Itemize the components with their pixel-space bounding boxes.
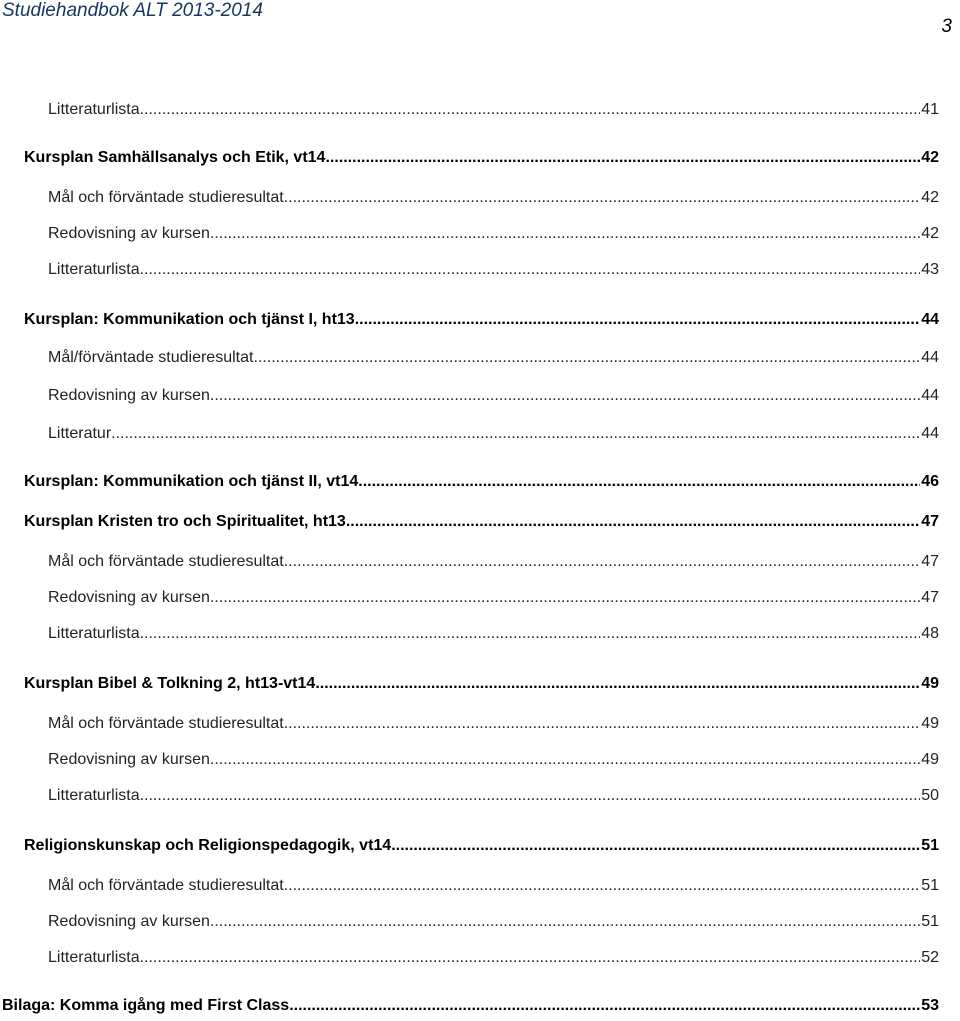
page-number: 3 bbox=[941, 16, 952, 37]
toc-entry[interactable] bbox=[48, 623, 939, 645]
toc-dot-leader bbox=[210, 385, 920, 407]
toc-entry[interactable] bbox=[48, 223, 939, 245]
toc-entry[interactable] bbox=[48, 187, 939, 209]
toc-entry[interactable] bbox=[2, 995, 939, 1017]
toc-dot-leader bbox=[355, 309, 921, 331]
toc-entry[interactable] bbox=[48, 423, 939, 445]
toc-entry-page: 49 bbox=[921, 675, 939, 692]
toc-entry-page: 42 bbox=[921, 225, 939, 242]
toc-dot-leader bbox=[284, 875, 921, 897]
toc-entry-page: 42 bbox=[921, 149, 939, 166]
toc-dot-leader bbox=[284, 713, 921, 735]
toc-entry-page: 49 bbox=[921, 751, 939, 768]
toc-entry-label: Litteratur bbox=[48, 425, 112, 442]
toc-entry-page: 47 bbox=[921, 553, 939, 570]
toc-entry-label: Mål och förväntade studieresultat bbox=[48, 877, 284, 894]
toc-entry-page: 48 bbox=[921, 625, 939, 642]
toc-entry[interactable] bbox=[48, 785, 939, 807]
toc-dot-leader bbox=[325, 147, 920, 169]
toc-entry-label: Redovisning av kursen bbox=[48, 913, 210, 930]
toc-entry[interactable] bbox=[48, 551, 939, 573]
toc-entry[interactable] bbox=[48, 385, 939, 407]
toc-entry-page: 51 bbox=[921, 837, 939, 854]
toc-entry-label: Litteraturlista bbox=[48, 787, 140, 804]
toc-entry-label: Mål/förväntade studieresultat bbox=[48, 349, 254, 366]
toc-entry-page: 44 bbox=[921, 349, 939, 366]
toc-entry-page: 44 bbox=[921, 387, 939, 404]
toc-entry-page: 46 bbox=[921, 473, 939, 490]
toc-entry-page: 50 bbox=[921, 787, 939, 804]
toc-entry-page: 42 bbox=[921, 189, 939, 206]
toc-entry[interactable] bbox=[24, 673, 939, 695]
toc-entry-label: Kursplan Kristen tro och Spiritualitet, ht13 bbox=[24, 513, 346, 530]
toc-dot-leader bbox=[253, 347, 920, 369]
toc-entry-label: Kursplan Samhällsanalys och Etik, vt14 bbox=[24, 149, 326, 166]
toc-dot-leader bbox=[210, 749, 920, 771]
toc-dot-leader bbox=[140, 623, 921, 645]
toc-entry-label: Litteraturlista bbox=[48, 261, 140, 278]
toc-entry-label: Redovisning av kursen bbox=[48, 589, 210, 606]
toc-entry-label: Mål och förväntade studieresultat bbox=[48, 189, 284, 206]
toc-dot-leader bbox=[140, 785, 921, 807]
toc-entry-page: 49 bbox=[921, 715, 939, 732]
toc-entry-label: Redovisning av kursen bbox=[48, 387, 210, 404]
toc-entry[interactable] bbox=[24, 471, 939, 493]
toc-entry-label: Religionskunskap och Religionspedagogik, vt14 bbox=[24, 837, 392, 854]
toc-entry[interactable] bbox=[24, 147, 939, 169]
toc-dot-leader bbox=[210, 587, 920, 609]
toc-dot-leader bbox=[284, 551, 921, 573]
toc-entry[interactable] bbox=[24, 835, 939, 857]
toc-dot-leader bbox=[140, 259, 921, 281]
toc-entry-page: 47 bbox=[921, 513, 939, 530]
toc-entry-page: 44 bbox=[921, 311, 939, 328]
toc-entry-label: Litteraturlista bbox=[48, 949, 140, 966]
toc-dot-leader bbox=[289, 995, 920, 1017]
toc-entry-label: Redovisning av kursen bbox=[48, 225, 210, 242]
toc-dot-leader bbox=[111, 423, 920, 445]
toc-entry-page: 53 bbox=[921, 997, 939, 1014]
toc-entry-label: Mål och förväntade studieresultat bbox=[48, 715, 284, 732]
toc-dot-leader bbox=[284, 187, 921, 209]
toc-entry-page: 41 bbox=[921, 101, 939, 118]
toc-entry-page: 51 bbox=[921, 877, 939, 894]
toc-entry[interactable] bbox=[48, 99, 939, 121]
toc-entry-label: Litteraturlista bbox=[48, 625, 140, 642]
document-title: Studiehandbok ALT 2013-2014 bbox=[2, 0, 263, 21]
toc-entry-label: Litteraturlista bbox=[48, 101, 140, 118]
toc-entry[interactable] bbox=[48, 911, 939, 933]
toc-entry[interactable] bbox=[48, 259, 939, 281]
toc-entry[interactable] bbox=[24, 309, 939, 331]
toc-entry[interactable] bbox=[48, 587, 939, 609]
toc-entry[interactable] bbox=[48, 875, 939, 897]
toc-entry-page: 43 bbox=[921, 261, 939, 278]
toc-dot-leader bbox=[358, 471, 920, 493]
toc-entry-page: 51 bbox=[921, 913, 939, 930]
toc-entry-label: Bilaga: Komma igång med First Class bbox=[2, 997, 290, 1014]
toc-entry[interactable] bbox=[48, 749, 939, 771]
toc-dot-leader bbox=[210, 223, 920, 245]
toc-entry[interactable] bbox=[24, 511, 939, 533]
toc-entry[interactable] bbox=[48, 713, 939, 735]
toc-entry-page: 44 bbox=[921, 425, 939, 442]
toc-entry[interactable] bbox=[48, 947, 939, 969]
toc-entry-label: Mål och förväntade studieresultat bbox=[48, 553, 284, 570]
toc-dot-leader bbox=[210, 911, 920, 933]
toc-dot-leader bbox=[346, 511, 920, 533]
toc-dot-leader bbox=[140, 99, 921, 121]
toc-dot-leader bbox=[140, 947, 921, 969]
toc-entry[interactable] bbox=[48, 347, 939, 369]
toc-entry-label: Kursplan Bibel & Tolkning 2, ht13-vt14 bbox=[24, 675, 316, 692]
toc-dot-leader bbox=[315, 673, 920, 695]
toc-entry-page: 52 bbox=[921, 949, 939, 966]
toc-dot-leader bbox=[391, 835, 920, 857]
toc-entry-label: Kursplan: Kommunikation och tjänst I, ht13 bbox=[24, 311, 355, 328]
toc-entry-page: 47 bbox=[921, 589, 939, 606]
toc-entry-label: Kursplan: Kommunikation och tjänst II, vt14 bbox=[24, 473, 359, 490]
toc-entry-label: Redovisning av kursen bbox=[48, 751, 210, 768]
